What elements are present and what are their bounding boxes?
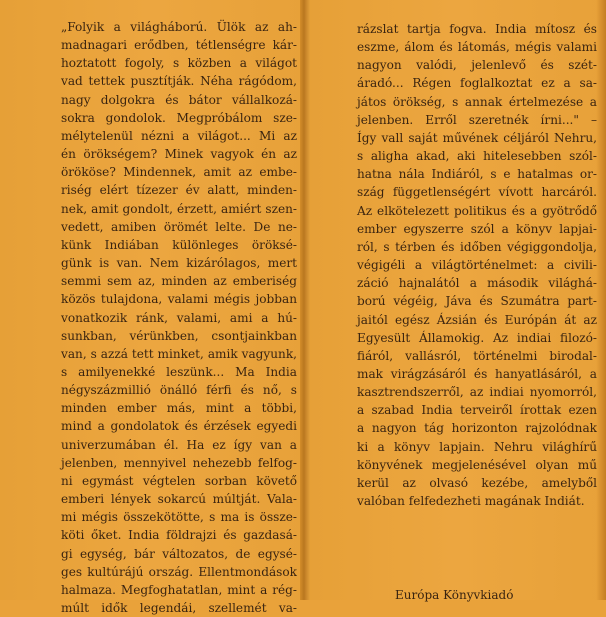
text-line: örököse? Mindennek, amit az embe-	[61, 165, 297, 180]
text-line: ni egymást végtelen sorban követő	[61, 473, 297, 488]
text-line: künk Indiában különleges öröksé-	[61, 237, 297, 252]
left-text-column	[61, 18, 297, 617]
text-line: halmaza. Megfoghatatlan, mint a rég-	[61, 582, 297, 597]
text-line: mind a gondolatok és érzések egyedi	[61, 419, 297, 434]
page-edge	[596, 0, 606, 600]
text-line: áradó... Régen foglalkoztat ez a sa-	[357, 76, 597, 91]
text-line: mi mégis összekötötte, s ma is össze-	[61, 510, 297, 525]
text-line: közös tulajdona, valami mégis jobban	[61, 292, 297, 307]
text-line: játos örökség, s annak értelmezése a	[357, 94, 597, 109]
text-line: eszme, álom és látomás, mégis valami	[357, 40, 597, 55]
text-line: jelenben, mennyivel nehezebb felfog-	[61, 455, 297, 470]
text-line: van, s azzá tett minket, amik vagyunk,	[61, 346, 297, 361]
text-line: záció hajnalától a második világhá-	[357, 276, 597, 291]
text-line: hatna nála Indiáról, s e hatalmas or-	[357, 167, 597, 182]
text-line: s aligha akad, aki hitelesebben szól-	[357, 149, 597, 164]
text-line: s amilyenekké leszünk... Ma India	[61, 364, 297, 379]
text-line: múlt idők legendái, szellemét va-	[61, 601, 297, 615]
text-line: Az elkötelezett politikus és a gyötrődő	[357, 203, 597, 218]
text-line: univerzumában él. Ha ez így van a	[61, 437, 297, 452]
text-line: négyszázmillió önálló férfi és nő, s	[61, 383, 297, 398]
text-line: hoztatott fogoly, s közben a világot	[61, 56, 297, 71]
text-line: rázslat tartja fogva. India mítosz és	[357, 22, 597, 36]
text-line: ború végéig, Jáva és Szumátra part-	[357, 294, 597, 309]
text-line: könyvének megjelenésével olyan mű	[357, 457, 597, 472]
text-line: ges kultúrájú ország. Ellentmondások	[61, 564, 297, 579]
text-line: valóban felfedezheti magának Indiát.	[357, 494, 585, 509]
text-line: nagy dolgokra és bátor vállalkozá-	[61, 92, 297, 107]
text-line: Egyesült Államokig. Az indiai filozó-	[357, 330, 597, 345]
text-line: günk is van. Nem kizárólagos, mert	[61, 256, 297, 271]
text-line: „Folyik a világháború. Ülök az ah-	[61, 20, 297, 34]
text-line: mélytelenül nézni a világot... Mi az	[61, 128, 297, 143]
text-line: sokra gondolok. Megpróbálom sze-	[61, 110, 297, 125]
text-line: sunkban, vérünkben, csontjainkban	[61, 328, 297, 343]
right-text-column	[357, 20, 597, 510]
text-line: madnagari erődben, tétlenségre kár-	[61, 38, 297, 53]
text-line: semmi sem az, minden az emberiség	[61, 274, 297, 289]
text-line: riség elért tízezer év alatt, minden-	[61, 183, 297, 198]
text-line: ki a könyv lapjain. Nehru világhírű	[357, 439, 597, 454]
text-line: jaitól egész Ázsián és Európán át az	[357, 312, 597, 327]
text-line: gi egység, bár változatos, de egysé-	[61, 546, 297, 561]
text-line: vedett, amiben örömét lelte. De ne-	[61, 219, 297, 234]
page-fold	[300, 0, 310, 600]
text-line: Így vall saját művének céljáról Nehru,	[357, 130, 597, 145]
publisher-footer: Európa Könyvkiadó	[395, 588, 514, 602]
text-line: kasztrendszerről, az indiai nyomorról,	[357, 385, 597, 400]
text-line: köti őket. India földrajzi és gazdasá-	[61, 528, 297, 543]
text-line: mak virágzásáról és hanyatlásáról, a	[357, 366, 597, 381]
text-line: nagyon valódi, jelenlevő és szét-	[357, 58, 597, 73]
text-line: minden ember más, mint a többi,	[61, 401, 297, 416]
text-line: végigéli a világtörténelmet: a civili-	[357, 258, 597, 273]
text-line: emberi lények sokarcú múltját. Vala-	[61, 492, 297, 507]
text-line: a szabad India terveiről írottak ezen	[357, 403, 597, 418]
text-line: én örökségem? Minek vagyok én az	[61, 147, 297, 162]
text-line: vad tettek pusztítják. Néha rágódom,	[61, 74, 297, 89]
text-line: fiáról, vallásról, történelmi birodal-	[357, 348, 597, 363]
text-line: szág függetlenségért vívott harcáról.	[357, 185, 597, 200]
text-line: nek, amit gondolt, érzett, amiért szen-	[61, 201, 297, 216]
text-line: ember egyszerre szól a könyv lapjai-	[357, 221, 597, 236]
text-line: vonatkozik ránk, valami, ami a hú-	[61, 310, 297, 325]
text-line: jelenben. Erről szeretnék írni..." –	[357, 112, 597, 127]
text-line: a nagyon tág horizonton rajzolódnak	[357, 421, 597, 436]
text-line: kerül az olvasó kezébe, amelyből	[357, 475, 597, 490]
text-line: ról, s térben és időben végiggondolja,	[357, 239, 597, 254]
